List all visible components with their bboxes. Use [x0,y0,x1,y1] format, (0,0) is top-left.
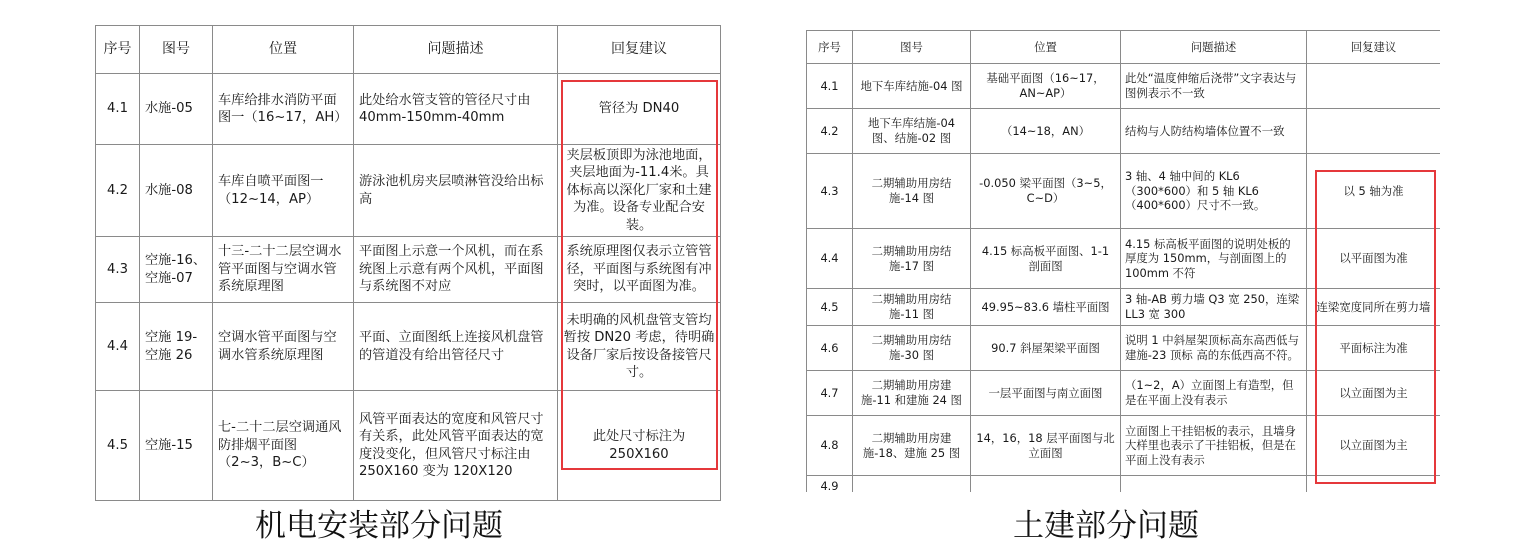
cell-drawing: 二期辅助用房建施-11 和建施 24 图 [853,371,971,416]
cell-location: 49.95~83.6 墙柱平面图 [971,289,1121,326]
table-row [96,391,721,501]
cell-index: 4.9 [807,476,853,493]
cell-drawing: 二期辅助用房建施-18、建施 25 图 [853,416,971,476]
table-row [96,303,721,391]
cell-index: 4.2 [96,145,140,237]
cell-description: 立面图上干挂铝板的表示，且墙身大样里也表示了干挂铝板，但是在平面上没有表示 [1121,416,1307,476]
col-header-description: 问题描述 [354,26,558,74]
cell-index: 4.6 [807,326,853,371]
cell-location: 车库自喷平面图一（12~14，AP） [213,145,354,237]
cell-reply: 夹层板顶即为泳池地面，夹层地面为-11.4米。具体标高以深化厂家和土建为准。设备专业配合安装。 [558,145,721,237]
col-header-drawing: 图号 [853,31,971,64]
cell-description: 4.15 标高板平面图的说明处板的厚度为 150mm，与剖面图上的 100mm 不符 [1121,229,1307,289]
cell-drawing: 二期辅助用房结施-17 图 [853,229,971,289]
cell-reply: 以 5 轴为准 [1307,154,1441,229]
cell-drawing: 空施-16、空施-07 [140,237,213,303]
cell-drawing: 水施-05 [140,74,213,145]
cell-index: 4.3 [807,154,853,229]
cell-description: 游泳池机房夹层喷淋管没给出标高 [354,145,558,237]
col-header-location: 位置 [971,31,1121,64]
table-row [807,64,1441,109]
cell-description: 结构与人防结构墙体位置不一致 [1121,109,1307,154]
table-row [807,326,1441,371]
cell-index: 4.3 [96,237,140,303]
cell-description [1121,476,1307,493]
cell-drawing: 地下车库结施-04 图 [853,64,971,109]
cell-location: 车库给排水消防平面图一（16~17，AH） [213,74,354,145]
table-row [807,154,1441,229]
cell-location: 空调水管平面图与空调水管系统原理图 [213,303,354,391]
header-row [807,31,1441,64]
cell-description: 风管平面表达的宽度和风管尺寸有关系，此处风管平面表达的宽度没变化，但风管尺寸标注由 250X160 变为 120X120 [354,391,558,501]
col-header-description: 问题描述 [1121,31,1307,64]
mep-caption: 机电安装部分问题 [255,508,503,544]
mep-issues-table [95,25,721,501]
col-header-index: 序号 [96,26,140,74]
col-header-index: 序号 [807,31,853,64]
cell-drawing: 二期辅助用房结施-14 图 [853,154,971,229]
cell-reply: 以平面图为准 [1307,229,1441,289]
cell-drawing: 二期辅助用房结施-30 图 [853,326,971,371]
cell-location [971,476,1121,493]
cell-location: 七-二十二层空调通风防排烟平面图（2~3，B~C） [213,391,354,501]
cell-description: 此处“温度伸缩后浇带”文字表达与图例表示不一致 [1121,64,1307,109]
table-row [807,289,1441,326]
cell-drawing: 水施-08 [140,145,213,237]
cell-reply [1307,64,1441,109]
cell-index: 4.8 [807,416,853,476]
table-row [807,109,1441,154]
cell-index: 4.7 [807,371,853,416]
cell-index: 4.1 [807,64,853,109]
cell-reply: 连梁宽度同所在剪力墙 [1307,289,1441,326]
cell-location: 14，16，18 层平面图与北立面图 [971,416,1121,476]
col-header-reply: 回复建议 [1307,31,1441,64]
cell-drawing: 地下车库结施-04 图、结施-02 图 [853,109,971,154]
civil-issues-table [806,30,1440,492]
cell-reply: 管径为 DN40 [558,74,721,145]
cell-drawing: 二期辅助用房结施-11 图 [853,289,971,326]
cell-description: 3 轴、4 轴中间的 KL6（300*600）和 5 轴 KL6（400*600）尺寸不一致。 [1121,154,1307,229]
cell-reply: 以立面图为主 [1307,416,1441,476]
cell-location: 4.15 标高板平面图、1-1 剖面图 [971,229,1121,289]
cell-reply: 此处尺寸标注为 250X160 [558,391,721,501]
cell-location: 基础平面图（16~17，AN~AP） [971,64,1121,109]
table-row [807,229,1441,289]
cell-index: 4.5 [807,289,853,326]
col-header-location: 位置 [213,26,354,74]
table-row [96,237,721,303]
cell-reply: 以立面图为主 [1307,371,1441,416]
cell-location: 一层平面图与南立面图 [971,371,1121,416]
table-row [96,74,721,145]
cell-description: 说明 1 中斜屋架顶标高东高西低与建施-23 顶标 高的东低西高不符。 [1121,326,1307,371]
cell-index: 4.1 [96,74,140,145]
mep-issues-table-panel [95,25,720,490]
cell-description: 3 轴-AB 剪力墙 Q3 宽 250，连梁 LL3 宽 300 [1121,289,1307,326]
col-header-drawing: 图号 [140,26,213,74]
table-row [96,145,721,237]
cell-description: 平面、立面图纸上连接风机盘管的管道没有给出管径尺寸 [354,303,558,391]
table-row [807,371,1441,416]
cell-reply [1307,476,1441,493]
cell-drawing [853,476,971,493]
cell-location: 十三-二十二层空调水管平面图与空调水管系统原理图 [213,237,354,303]
cell-index: 4.2 [807,109,853,154]
cell-location: （14~18，AN） [971,109,1121,154]
col-header-reply: 回复建议 [558,26,721,74]
cell-index: 4.5 [96,391,140,501]
cell-location: 90.7 斜屋架梁平面图 [971,326,1121,371]
header-row [96,26,721,74]
cell-reply: 系统原理图仅表示立管管径，平面图与系统图有冲突时，以平面图为准。 [558,237,721,303]
civil-issues-table-panel [806,30,1440,492]
table-row [807,416,1441,476]
cell-index: 4.4 [807,229,853,289]
civil-caption: 土建部分问题 [1013,508,1199,544]
cell-drawing: 空施 19-空施 26 [140,303,213,391]
table-row [807,476,1441,493]
cell-description: （1~2，A）立面图上有造型，但是在平面上没有表示 [1121,371,1307,416]
cell-drawing: 空施-15 [140,391,213,501]
cell-description: 平面图上示意一个风机，而在系统图上示意有两个风机，平面图与系统图不对应 [354,237,558,303]
cell-reply [1307,109,1441,154]
cell-location: -0.050 梁平面图（3~5，C~D） [971,154,1121,229]
cell-reply: 平面标注为准 [1307,326,1441,371]
cell-description: 此处给水管支管的管径尺寸由 40mm-150mm-40mm [354,74,558,145]
cell-index: 4.4 [96,303,140,391]
cell-reply: 未明确的风机盘管支管均暂按 DN20 考虑，待明确设备厂家后按设备接管尺寸。 [558,303,721,391]
